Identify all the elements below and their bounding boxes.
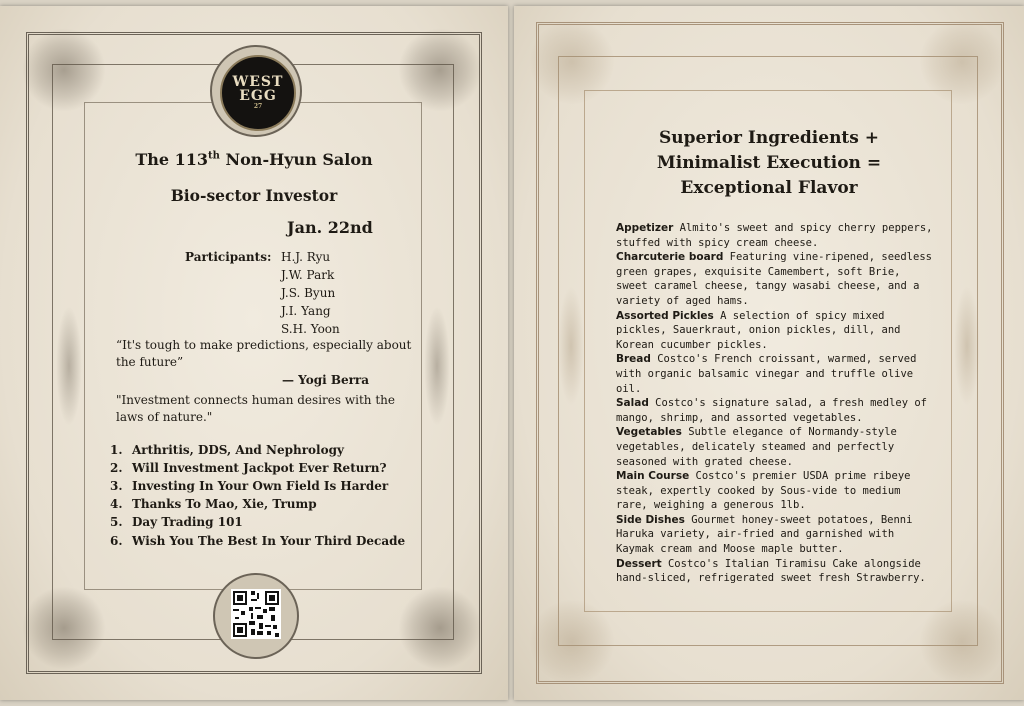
side-ornament-right [424,306,450,426]
agenda-text: Thanks To Mao, Xie, Trump [132,497,317,511]
quote-1-author: — Yogi Berra [282,373,370,387]
salon-title-pre: The 113 [135,150,209,169]
agenda-number: 4. [110,497,123,511]
quote-1-line-2: the future” [116,355,184,369]
agenda-item [110,515,243,529]
agenda-item [110,461,387,475]
agenda-item [110,534,405,548]
agenda-item [110,443,344,457]
corner-ornament-top-right [920,20,1004,104]
menu-item [616,425,936,469]
corner-ornament-top-left [530,20,614,104]
corner-ornament-bottom-right [920,600,1004,684]
menu-title-line-3: Exceptional Flavor [680,178,858,198]
menu-course-text: A selection of spicy mixed pickles, Sauerkraut, onion pickles, dill, and Korean cucumber pickles. [616,309,901,351]
participant-name: J.S. Byun [281,286,336,300]
agenda-text: Investing In Your Own Field Is Harder [132,479,389,493]
agenda-number: 5. [110,515,123,529]
salon-date: Jan. 22nd [287,218,373,237]
agenda-number: 3. [110,479,123,493]
participants-label: Participants: [185,250,272,264]
agenda-text: Arthritis, DDS, And Nephrology [132,443,344,457]
menu-course-label: Charcuterie board [616,251,724,264]
quote-1-line-1: “It's tough to make predictions, especially about [116,338,412,352]
menu-item [616,557,936,586]
agenda-text: Wish You The Best In Your Third Decade [132,534,406,548]
menu-item [616,396,936,425]
logo-line-3: 27 [253,103,263,110]
salon-subtitle: Bio-sector Investor [170,186,338,205]
menu-course-text: Costco's Italian Tiramisu Cake alongside hand-sliced, refrigerated sweet fresh Strawberry. [616,557,926,585]
menu-course-text: Gourmet honey-sweet potatoes, Benni Haruka variety, air-fried and garnished with Kaymak cream and Moose maple butter. [616,513,913,556]
menu-list [616,221,936,586]
quote-2-line-1: "Investment connects human desires with the [116,393,395,407]
participant-name: S.H. Yoon [281,322,340,336]
menu-title [514,126,1024,201]
menu-course-text: Costco's signature salad, a fresh medley of mango, shrimp, and assorted vegetables. [616,397,928,424]
corner-ornament-top-left [22,28,106,112]
menu-item [616,221,936,250]
corner-ornament-top-right [398,28,482,112]
qr-medallion [213,573,299,659]
agenda-number: 1. [110,443,123,457]
side-ornament-left [56,306,82,426]
logo-line-2: EGG [239,88,277,104]
qr-code[interactable] [231,589,281,639]
menu-title-line-2: Minimalist Execution = [656,153,882,173]
menu-course-label: Side Dishes [616,513,685,526]
menu-item [616,513,936,557]
menu-course-label: Bread [616,353,651,366]
menu-course-text: Subtle elegance of Normandy-style vegetables, delicately steamed and perfectly seasoned with grated cheese. [616,426,897,468]
agenda-text: Day Trading 101 [132,515,243,529]
menu-course-label: Salad [616,397,649,410]
salon-title-sup: th [208,150,220,162]
corner-ornament-bottom-left [22,586,106,670]
participant-name: H.J. Ryu [281,250,331,264]
agenda-number: 6. [110,534,123,548]
menu-course-text: Almito's sweet and spicy cherry peppers, stuffed with spicy cream cheese. [616,222,933,249]
menu-item [616,309,936,353]
side-ornament-right [954,286,980,406]
agenda-item [110,497,317,511]
agenda-item [110,479,388,493]
corner-ornament-bottom-right [398,586,482,670]
agenda-text: Will Investment Jackpot Ever Return? [132,461,387,475]
menu-course-label: Appetizer [616,222,674,234]
menu-course-label: Assorted Pickles [616,309,714,322]
menu-course-text: Costco's French croissant, warmed, served with organic balsamic vinegar and truffle olive oil. [616,353,917,395]
quote-2-line-2: laws of nature." [116,410,213,424]
agenda-number: 2. [110,461,123,475]
logo-medallion [210,45,302,137]
participant-name: J.W. Park [281,268,335,282]
menu-course-label: Main Course [616,470,690,483]
side-ornament-left [558,286,584,406]
menu-item [616,352,936,396]
menu-course-text: Costco's premier USDA prime ribeye steak, expertly cooked by Sous-vide to medium rare, weighing a generous 1lb. [616,470,911,512]
menu-item [616,250,936,308]
menu-course-text: Featuring vine-ripened, seedless green grapes, exquisite Camembert, soft Brie, sweet caramel cheese, tangy wasabi cheese, and a variety of aged hams. [616,251,932,307]
west-egg-logo [220,55,296,131]
participant-name: J.I. Yang [281,304,331,318]
menu-course-label: Dessert [616,557,662,570]
corner-ornament-bottom-left [530,600,614,684]
menu-item [616,469,936,513]
menu-title-line-1: Superior Ingredients + [658,128,880,148]
logo-line-1: WEST [232,74,284,90]
salon-title-post: Non-Hyun Salon [219,150,373,169]
menu-course-label: Vegetables [616,426,682,439]
salon-title [0,150,508,169]
